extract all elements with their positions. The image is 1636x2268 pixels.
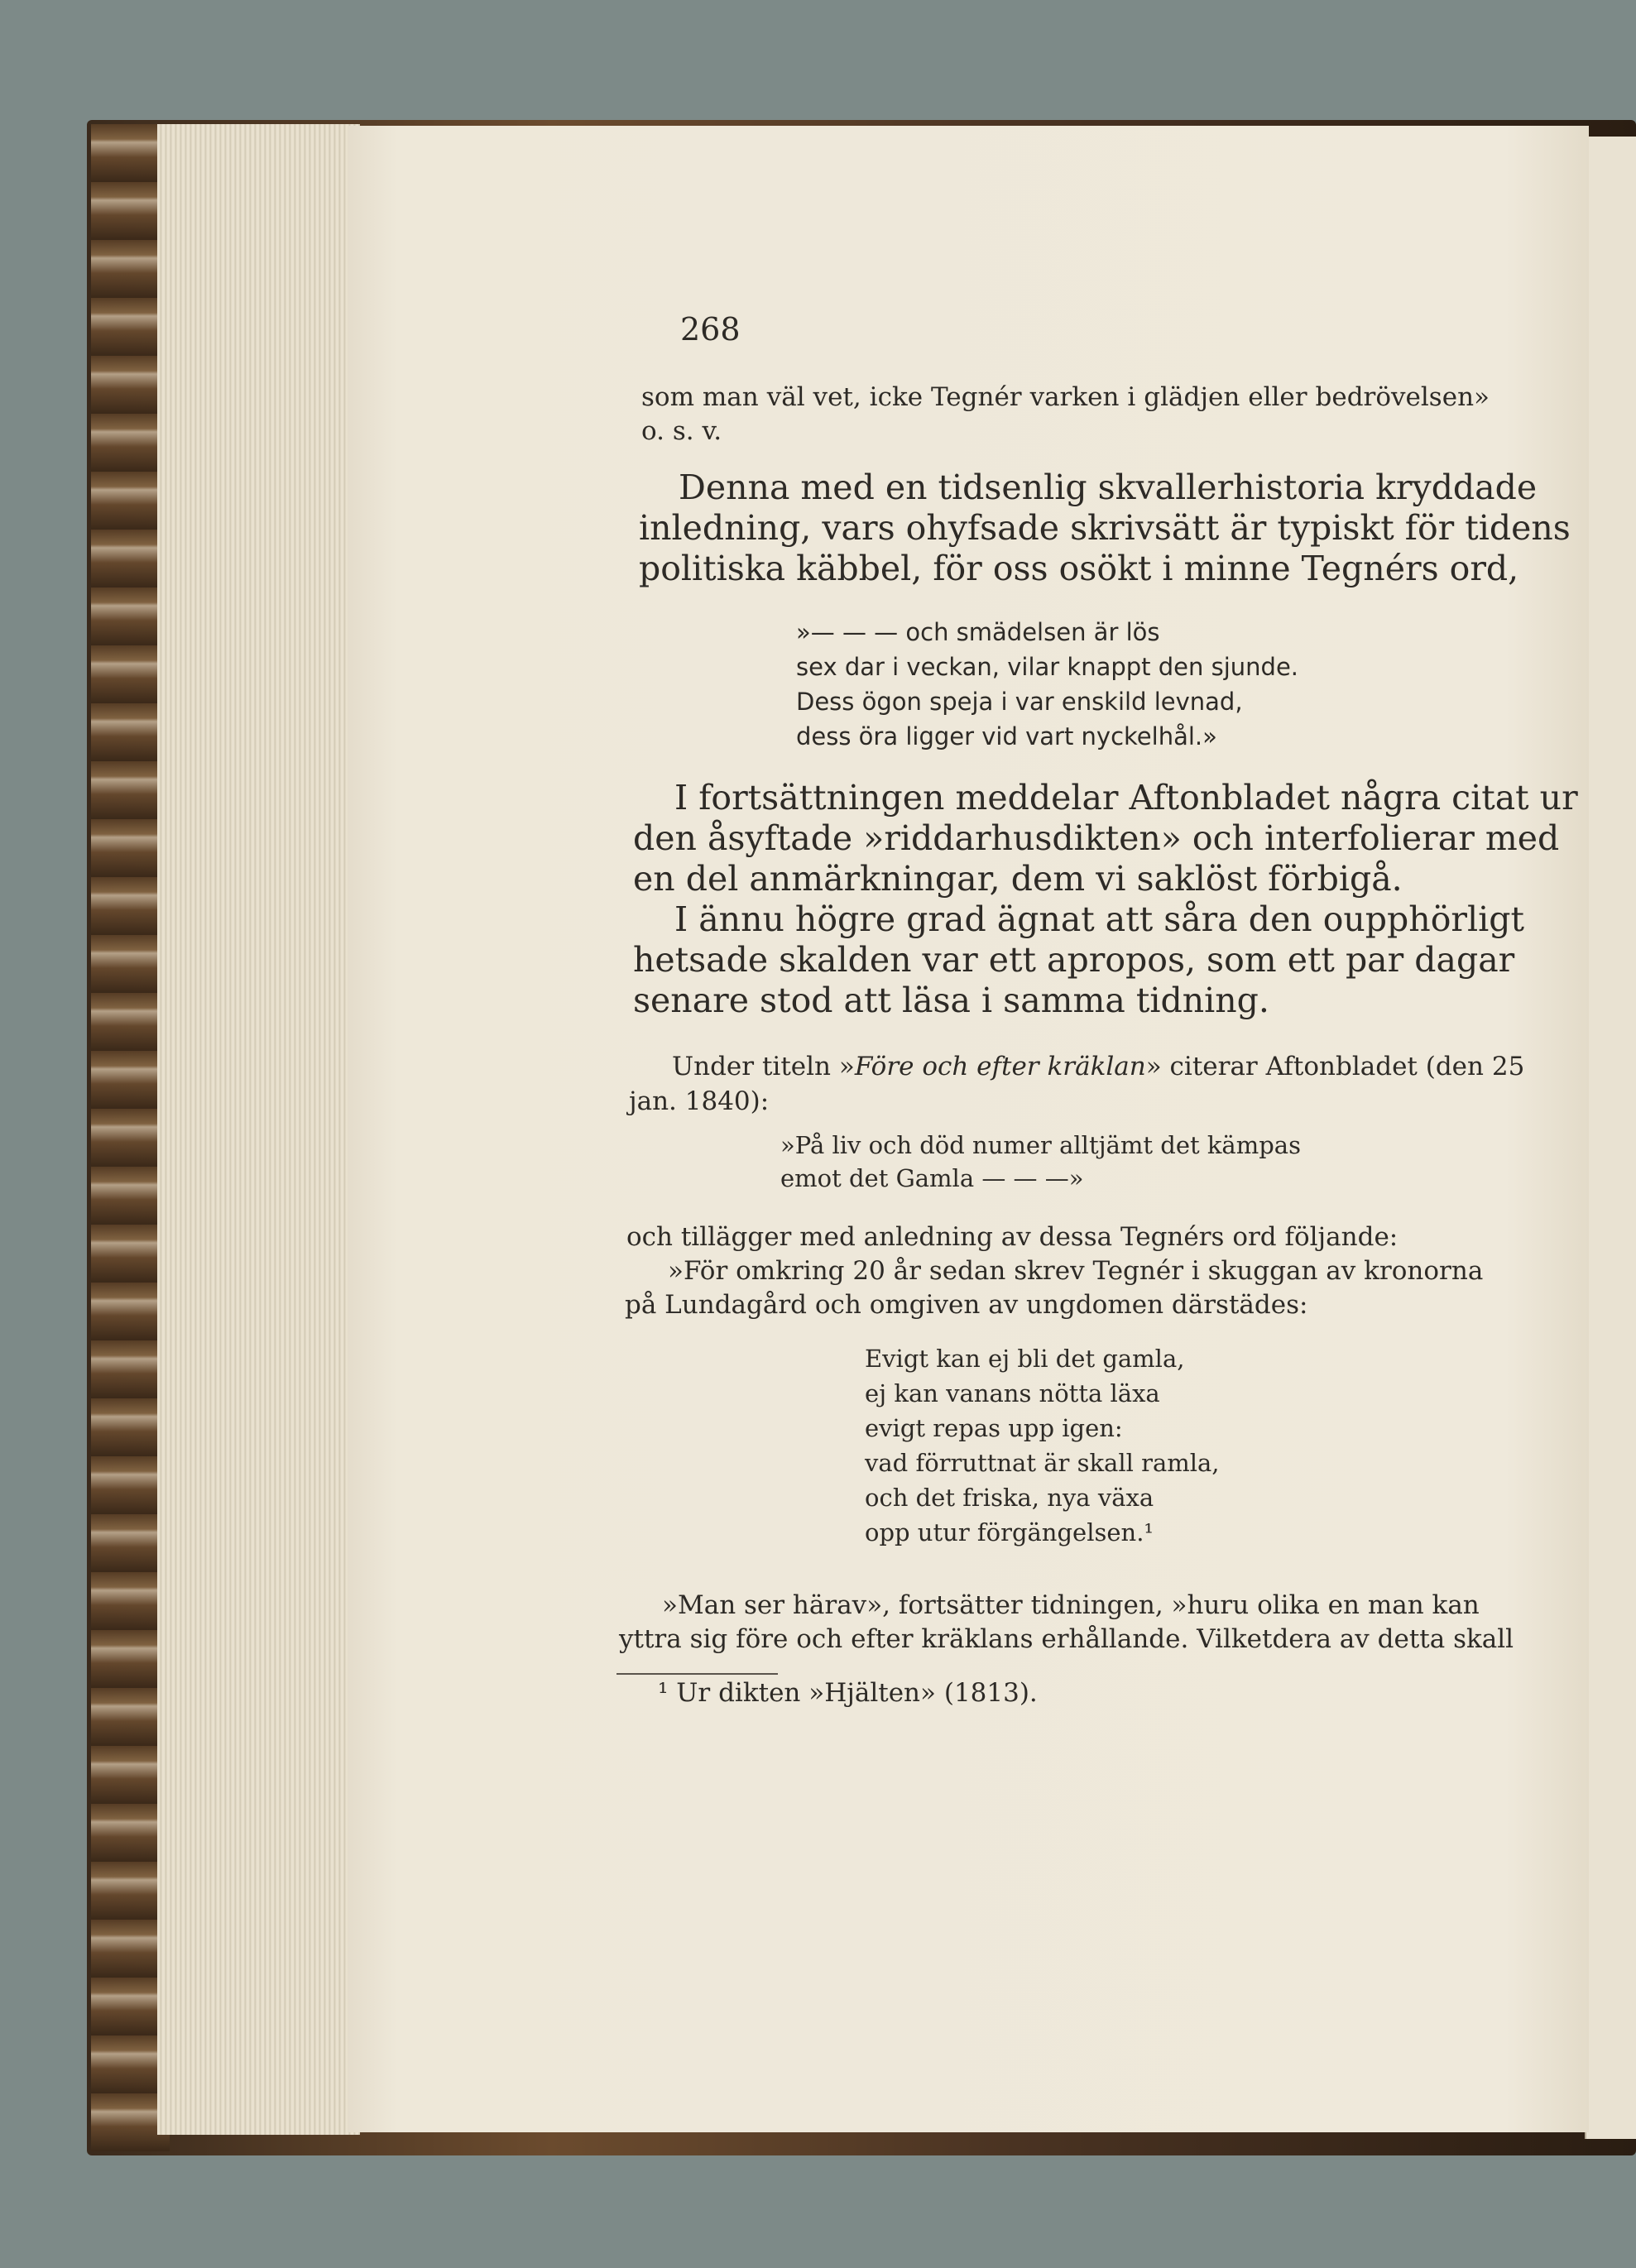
page-edges [157, 124, 360, 2135]
verse-line: evigt repas upp igen: [865, 1414, 1123, 1442]
italic-title: Före och efter kräklan [854, 1052, 1146, 1081]
text-line [672, 1052, 1524, 1081]
text-line: en del anmärkningar, dem vi saklöst förbigå. [633, 859, 1403, 899]
text-line: jan. 1840): [629, 1086, 770, 1116]
verse-line: Evigt kan ej bli det gamla, [865, 1345, 1185, 1373]
verse-line: Dess ögon speja i var enskild levnad, [796, 688, 1243, 716]
text-line: på Lundagård och omgiven av ungdomen därstädes: [625, 1290, 1308, 1320]
text-line: den åsyftade »riddarhusdikten» och interfolierar med [633, 818, 1560, 858]
verse-line: ej kan vanans nötta läxa [865, 1379, 1160, 1407]
text-line: hetsade skalden var ett apropos, som ett par dagar [633, 940, 1515, 980]
page-number: 268 [680, 311, 741, 348]
verse-line: »— — — och smädelsen är lös [796, 618, 1160, 646]
text-line: yttra sig före och efter kräklans erhållande. Vilketdera av detta skall [619, 1624, 1514, 1654]
verse-line: vad förruttnat är skall ramla, [865, 1449, 1220, 1477]
book-page [348, 126, 1589, 2132]
text-line: »För omkring 20 år sedan skrev Tegnér i skuggan av kronorna [668, 1256, 1484, 1286]
text-line: senare stod att läsa i samma tidning. [633, 981, 1269, 1020]
text-segment: Under titeln » [672, 1052, 855, 1081]
verse-line: »På liv och död numer alltjämt det kämpas [780, 1131, 1301, 1159]
verse-line: dess öra ligger vid vart nyckelhål.» [796, 722, 1217, 750]
text-line: Denna med en tidsenlig skvallerhistoria kryddade [679, 468, 1538, 507]
text-line: inledning, vars ohyfsade skrivsätt är typiskt för tidens [639, 508, 1571, 548]
text-line: som man väl vet, icke Tegnér varken i glädjen eller bedrövelsen» [641, 382, 1490, 412]
facing-page-edge [1585, 137, 1636, 2139]
text-segment: » citerar Aftonbladet (den 25 [1145, 1052, 1525, 1081]
verse-line: sex dar i veckan, vilar knappt den sjunde. [796, 653, 1299, 681]
verse-line: opp utur förgängelsen.¹ [865, 1518, 1154, 1546]
text-line: »Man ser härav», fortsätter tidningen, »huru olika en man kan [662, 1590, 1480, 1620]
text-line: I fortsättningen meddelar Aftonbladet några citat ur [674, 778, 1578, 818]
text-line: och tillägger med anledning av dessa Tegnérs ord följande: [626, 1222, 1399, 1252]
verse-line: och det friska, nya växa [865, 1484, 1154, 1512]
text-line: politiska käbbel, för oss osökt i minne Tegnérs ord, [639, 549, 1519, 588]
text-line: I ännu högre grad ägnat att såra den oupphörligt [674, 899, 1524, 939]
footnote: ¹ Ur dikten »Hjälten» (1813). [658, 1678, 1038, 1708]
footnote-rule [616, 1673, 778, 1675]
verse-line: emot det Gamla — — —» [780, 1164, 1084, 1192]
text-line: o. s. v. [641, 416, 722, 446]
